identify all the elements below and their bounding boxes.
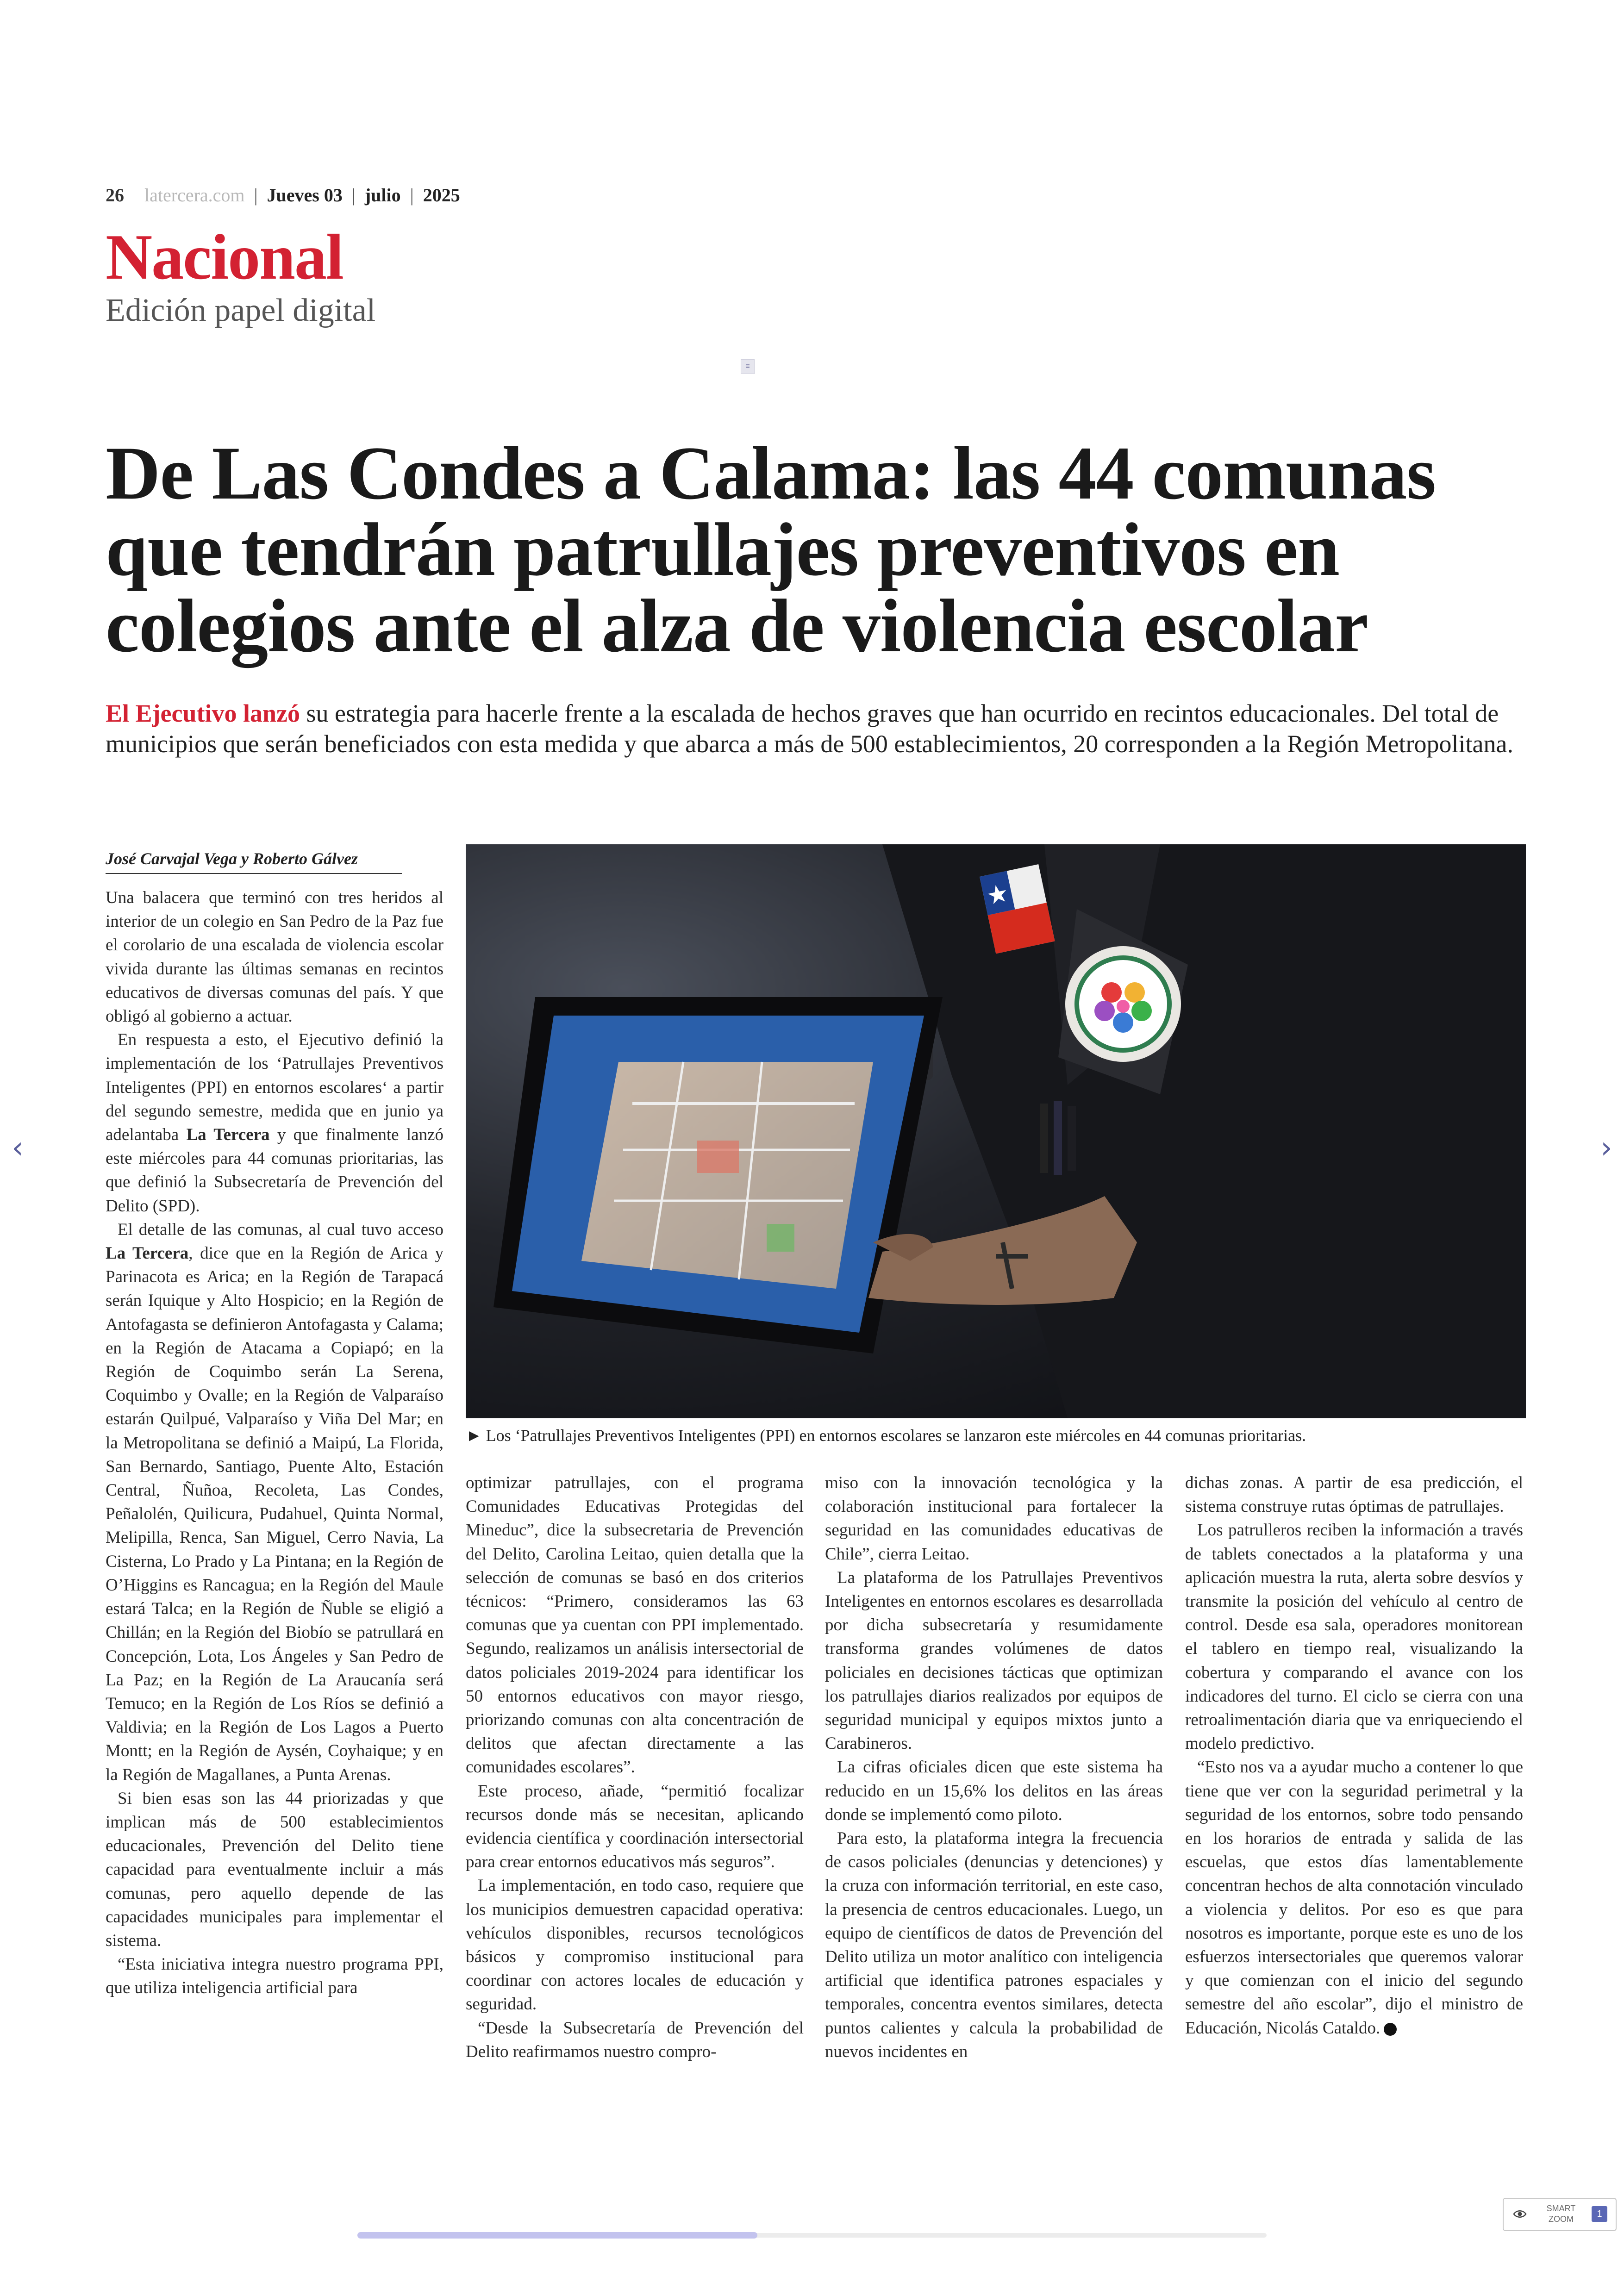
paragraph-text: El detalle de las comunas, al cual tuvo acceso bbox=[118, 1220, 443, 1239]
article-headline: De Las Condes a Calama: las 44 comunas que tendrán patrullajes preventivos en colegios ante el alza de violencia escolar bbox=[106, 431, 1436, 668]
paragraph-text: , dice que en la Región de Arica y Parinacota es Arica; en la Región de Tarapacá serán Iquique y Alto Hospicio; en la Región de Antofagasta se definieron Antofagasta y Calama; en la Región de Atacama a Copiapó; en la Región de Coquimbo serán La Serena, Coquimbo y Ovalle; en la Región de Valparaíso estarán Quilpué, Valparaíso y Viña Del Mar; en la Metropolitana se definió a Maipú, La Florida, San Bernardo, Santiago, Puente Alto, Estación Central, Ñuñoa, Recoleta, Las Condes, Peñalolén, Quilicura, Pudahuel, Quinta Normal, Melipilla, Renca, San Miguel, Cerro Navia, La Cisterna, Lo Prado y La Pintana; en la Región de O’Higgins es Rancagua; en la Región del Maule estará Talca; en la Región de Ñuble se eligió a Chillán; en la Región del Biobío se patrullará en Concepción, Lota, Los Ángeles y San Pedro de La Paz; en la Región de La Araucanía será Temuco; en la Región de Los Ríos se definió a Valdivia; en la Región de Los Lagos a Puerto Montt; en la Región de Aysén, Coyhaique; y en la Región de Magallanes, a Punta Arenas. bbox=[106, 1244, 443, 1784]
zoom-page-badge: 1 bbox=[1592, 2206, 1607, 2222]
edition-subtitle: Edición papel digital bbox=[106, 293, 376, 328]
page-header-line bbox=[106, 184, 460, 206]
eye-icon bbox=[1513, 2207, 1527, 2221]
end-of-article-icon bbox=[1384, 2023, 1397, 2036]
zoom-label bbox=[1543, 2203, 1580, 2225]
paragraph: “Esta iniciativa integra nuestro programa PPI, que utiliza inteligencia artificial para bbox=[106, 1955, 443, 1998]
tablet-image bbox=[493, 997, 943, 1353]
paragraph-emphasis: La Tercera bbox=[106, 1244, 189, 1263]
zoom-label-line: ZOOM bbox=[1549, 2214, 1574, 2224]
paragraph-text: “Esto nos va a ayudar mucho a contener lo que tiene que ver con la seguridad perimetral y la seguridad de los entornos, sobre todo pensando en los horarios de entrada y salida de las escuelas, que estos días lamentablemente concentran hechos de alta connotación vinculado a violencia y delitos. Por eso es que para nosotros es importante, porque este es uno de los esfuerzos intersectoriales que queremos valorar y que comienzan con el inicio del segundo semestre del año escolar”, dijo el ministro de Educación, Nicolás Cataldo. bbox=[1185, 1758, 1523, 2038]
article-column-2 bbox=[466, 1471, 804, 2064]
paragraph: La cifras oficiales dicen que este sistema ha reducido en un 15,6% los delitos en las áreas donde se implementó como piloto. bbox=[825, 1758, 1163, 1824]
paragraph: La plataforma de los Patrullajes Preventivos Inteligentes en entornos escolares es desarrollada por dicha subsecretaría y resumidamente transforma grandes volúmenes de datos policiales en decisiones tácticas que optimizan los patrullajes diarios realizados por equipos de seguridad municipal y equipos mixtos junto a Carabineros. bbox=[825, 1568, 1163, 1753]
page-number: 26 bbox=[106, 185, 124, 206]
photo-illustration bbox=[466, 844, 1526, 1418]
caption-text: Los ‘Patrullajes Preventivos Inteligentes (PPI) en entornos escolares se lanzaron este miércoles en 44 comunas prioritarias. bbox=[486, 1426, 1306, 1445]
separator: | bbox=[410, 185, 414, 206]
paragraph bbox=[1185, 1755, 1523, 2039]
paragraph: “Desde la Subsecretaría de Prevención del Delito reafirmamos nuestro compro- bbox=[466, 2018, 804, 2061]
smart-zoom-button[interactable] bbox=[1503, 2198, 1617, 2231]
photo-caption bbox=[466, 1425, 1530, 1446]
article-column-3 bbox=[825, 1471, 1163, 2064]
article-column-1 bbox=[106, 886, 443, 2000]
paragraph: La implementación, en todo caso, requiere que los municipios demuestren capacidad operativa: vehículos disponibles, recursos tecnológicos básicos y compromiso institucional para coordinar con actores locales de educación y seguridad. bbox=[466, 1876, 804, 2014]
paragraph: Para esto, la plataforma integra la frecuencia de casos policiales (denuncias y detenciones) y la cruza con información territorial, en este caso, la presencia de centros educacionales. Luego, un equipo de científicos de datos de Prevención del Delito utiliza un motor analítico con inteligencia artificial que identifica patrones espaciales y temporales, concentra eventos similares, detecta puntos calientes y calcula la probabilidad de nuevos incidentes en bbox=[825, 1829, 1163, 2061]
paragraph bbox=[106, 1218, 443, 1787]
paragraph: Una balacera que terminó con tres heridos al interior de un colegio en San Pedro de la Paz fue el corolario de una escalada de violencia escolar vivida durante las últimas semanas en recintos educativos de diversas comunas del país. Y que obligó al gobierno a actuar. bbox=[106, 888, 443, 1026]
next-page-button[interactable]: › bbox=[1600, 1131, 1612, 1165]
article-lead bbox=[106, 698, 1527, 759]
paragraph-text: En respuesta a esto, el Ejecutivo definió la implementación de los ‘Patrullajes Preventivos Inteligentes (PPI) en entornos escolares‘ a partir del segundo semestre, medida que en junio ya adelantaba bbox=[106, 1030, 443, 1145]
section-title: Nacional bbox=[106, 221, 343, 293]
paragraph: optimizar patrullajes, con el programa Comunidades Educativas Protegidas del Mineduc”, dice la subsecretaria de Prevención del Delito, Carolina Leitao, quien detalla que la selección de comunas se basó en dos criterios técnicos: “Primero, consideramos las 63 comunas que ya cuentan con PPI implementado. Segundo, realizamos un análisis intersectorial de datos policiales 2019-2024 para identificar los 50 entornos educativos con mayor riesgo, priorizando comunas con alta concentración de delitos que afectan directamente a las comunidades escolares”. bbox=[466, 1473, 804, 1777]
date-month: julio bbox=[364, 185, 401, 206]
site-name: latercera.com bbox=[144, 185, 245, 206]
ad-marker-icon[interactable]: ≡ bbox=[741, 359, 755, 374]
article-column-4 bbox=[1185, 1471, 1523, 2040]
paragraph: Este proceso, añade, “permitió focalizar recursos donde más se necesitan, aplicando evidencia científica y coordinación intersectorial para crear entornos educativos más seguros”. bbox=[466, 1781, 804, 1872]
separator: | bbox=[254, 185, 258, 206]
paragraph-text: y que finalmente lanzó este miércoles para 44 comunas prioritarias, las que definió la Subsecretaría de Prevención del Delito (SPD). bbox=[106, 1125, 443, 1216]
paragraph: miso con la innovación tecnológica y la colaboración institucional para fortalecer la seguridad en las comunidades educativas de Chile”, cierra Leitao. bbox=[825, 1473, 1163, 1564]
zoom-label-line: SMART bbox=[1546, 2204, 1576, 2213]
lead-kicker: El Ejecutivo lanzó bbox=[106, 699, 300, 727]
previous-page-button[interactable]: ‹ bbox=[12, 1131, 24, 1165]
paragraph bbox=[106, 1028, 443, 1218]
date-weekday: Jueves 03 bbox=[267, 185, 343, 206]
paragraph: dichas zonas. A partir de esa predicción, el sistema construye rutas óptimas de patrullajes. bbox=[1185, 1473, 1523, 1516]
caption-marker-icon: ► bbox=[466, 1426, 482, 1445]
lead-text: su estrategia para hacerle frente a la escalada de hechos graves que han ocurrido en recintos educacionales. Del total de municipios que serán beneficiados con esta medida y que abarca a más de 500 establecimientos, 20 corresponden a la Región Metropolitana. bbox=[106, 699, 1513, 758]
byline: José Carvajal Vega y Roberto Gálvez bbox=[106, 849, 402, 874]
paragraph: Los patrulleros reciben la información a través de tablets conectados a la plataforma y una aplicación muestra la ruta, alerta sobre desvíos y transmite la posición del vehículo al centro de control. Desde esa sala, operadores monitorean el tablero en tiempo real, visualizando la cobertura y comparando el avance con los indicadores del turno. El ciclo se cierra con una retroalimentación diaria que va enriqueciendo el modelo predictivo. bbox=[1185, 1521, 1523, 1753]
separator: | bbox=[351, 185, 356, 206]
date-year: 2025 bbox=[423, 185, 460, 206]
paragraph: Si bien esas son las 44 priorizadas y que implican más de 500 establecimientos educacionales, Prevención del Delito tiene capacidad para eventualmente incluir a más comunas, pero aquello depende de las capacidades municipales para implementar el sistema. bbox=[106, 1789, 443, 1950]
article-photo bbox=[466, 844, 1526, 1418]
paragraph-emphasis: La Tercera bbox=[186, 1125, 270, 1145]
scrollbar-thumb[interactable] bbox=[357, 2232, 757, 2239]
